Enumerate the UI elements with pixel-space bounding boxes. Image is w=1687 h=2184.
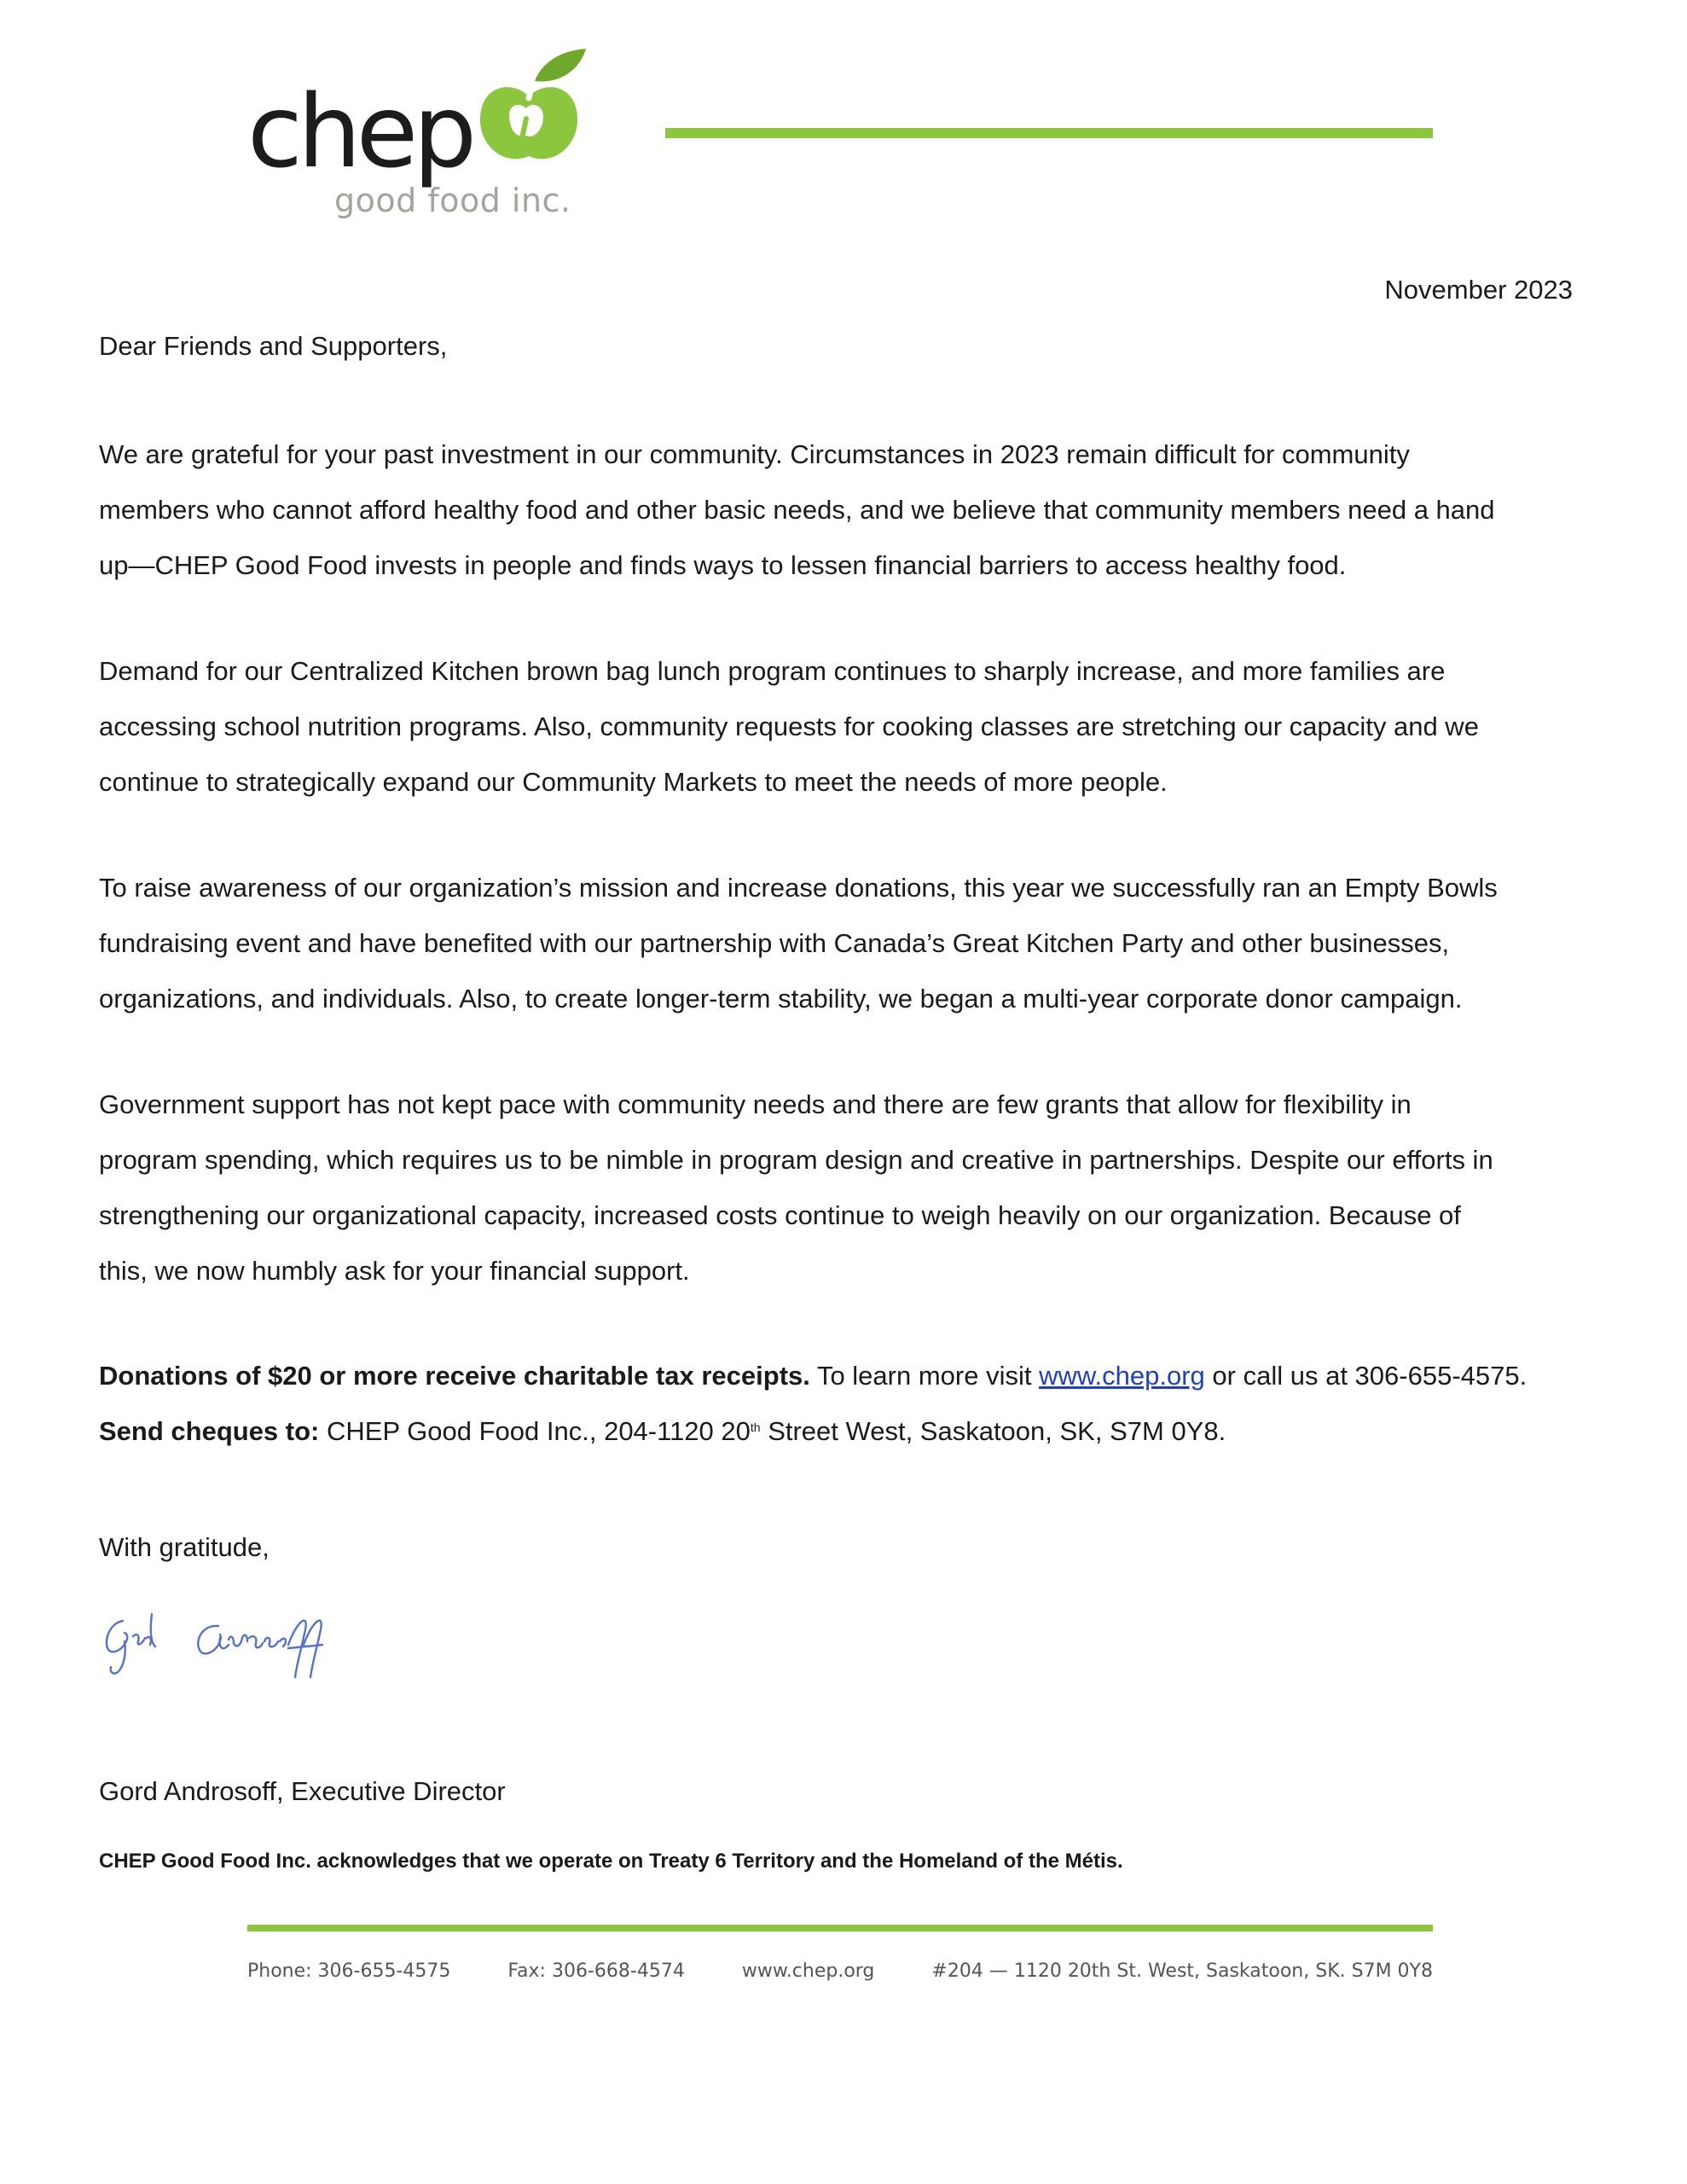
ordinal-suffix: th xyxy=(750,1420,761,1434)
paragraph-line: up—CHEP Good Food invests in people and finds ways to lessen financial barriers to access healthy food. xyxy=(99,550,1347,580)
call-text: or call us at 306-655-4575. xyxy=(1204,1361,1528,1391)
footer-web[interactable]: www.chep.org xyxy=(741,1960,875,1982)
footer-divider xyxy=(247,1925,1433,1931)
website-link[interactable]: www.chep.org xyxy=(1039,1361,1205,1391)
paragraph-line: fundraising event and have benefited with our partnership with Canada’s Great Kitchen Party and other businesses, xyxy=(99,928,1450,958)
donation-line xyxy=(99,1348,1600,1403)
header-divider xyxy=(665,128,1433,138)
footer-fax: Fax: 306-668-4574 xyxy=(507,1960,685,1982)
cheques-line xyxy=(99,1403,1600,1459)
salutation: Dear Friends and Supporters, xyxy=(99,331,448,361)
paragraph-line: members who cannot afford healthy food and other basic needs, and we believe that community members need a hand xyxy=(99,495,1495,525)
paragraph-line: organizations, and individuals. Also, to create longer-term stability, we began a multi-year corporate donor campaign. xyxy=(99,984,1463,1014)
paragraph-line: continue to strategically expand our Community Markets to meet the needs of more people. xyxy=(99,767,1168,797)
paragraph-line: To raise awareness of our organization’s mission and increase donations, this year we successfully ran an Empty Bowls xyxy=(99,873,1498,903)
paragraph-4 xyxy=(99,1077,1600,1298)
donation-lead: Donations of $20 or more receive charitable tax receipts. xyxy=(99,1361,810,1391)
paragraph-line: strengthening our organizational capacity, increased costs continue to weigh heavily on our organization. Because of xyxy=(99,1200,1461,1230)
paragraph-line: this, we now humbly ask for your financial support. xyxy=(99,1256,690,1286)
footer-address: #204 — 1120 20th St. West, Saskatoon, SK. S7M 0Y8 xyxy=(931,1960,1433,1982)
paragraph-line: accessing school nutrition programs. Also, community requests for cooking classes are stretching our capacity and we xyxy=(99,712,1479,741)
logo-tagline: good food inc. xyxy=(334,182,571,219)
chep-logo xyxy=(247,47,606,226)
paragraph-3 xyxy=(99,860,1600,1026)
cheques-address-rest: Street West, Saskatoon, SK, S7M 0Y8. xyxy=(760,1416,1226,1446)
land-acknowledgement: CHEP Good Food Inc. acknowledges that we operate on Treaty 6 Territory and the Homeland of the Métis. xyxy=(99,1850,1123,1873)
handwritten-signature xyxy=(99,1604,346,1681)
learn-more-text: To learn more visit xyxy=(809,1361,1040,1391)
closing: With gratitude, xyxy=(99,1532,270,1562)
paragraph-1 xyxy=(99,427,1600,593)
footer-phone: Phone: 306-655-4575 xyxy=(247,1960,451,1982)
paragraph-line: Demand for our Centralized Kitchen brown bag lunch program continues to sharply increase, and more families are xyxy=(99,656,1446,686)
signer-name: Gord Androsoff, Executive Director xyxy=(99,1776,506,1806)
donation-info xyxy=(99,1348,1600,1459)
paragraph-2 xyxy=(99,643,1600,810)
letter-date: November 2023 xyxy=(1384,275,1573,305)
cheques-label: Send cheques to: xyxy=(99,1416,320,1446)
logo-wordmark: chep xyxy=(247,73,472,190)
footer-contact xyxy=(247,1960,1433,1982)
paragraph-line: We are grateful for your past investment in our community. Circumstances in 2023 remain difficult for community xyxy=(99,439,1410,469)
paragraph-line: Government support has not kept pace with community needs and there are few grants that allow for flexibility in xyxy=(99,1089,1412,1119)
apple-logo-icon xyxy=(465,47,593,175)
cheques-address: CHEP Good Food Inc., 204-1120 20 xyxy=(319,1416,751,1446)
paragraph-line: program spending, which requires us to be nimble in program design and creative in partnerships. Despite our efforts in xyxy=(99,1145,1493,1175)
